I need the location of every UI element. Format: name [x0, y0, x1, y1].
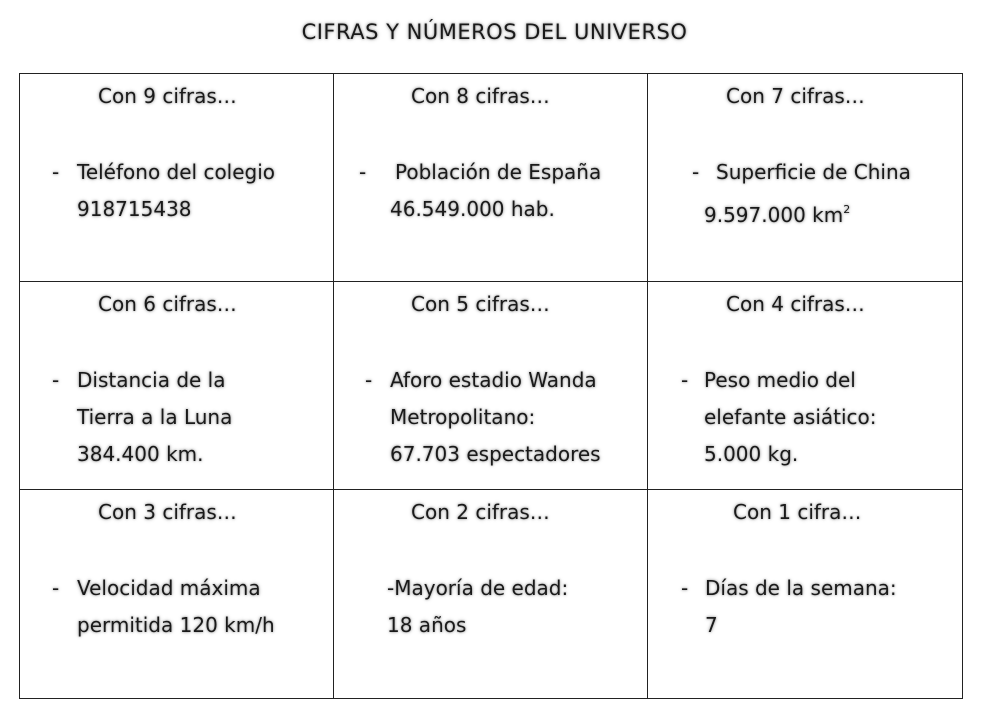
content-line: Distancia de la	[77, 368, 226, 392]
content-line: Peso medio del	[704, 368, 856, 392]
bullet-dash: -	[681, 368, 689, 392]
cell-5-digits	[334, 282, 648, 490]
cell-heading: Con 7 cifras…	[726, 84, 865, 108]
numbers-table	[19, 73, 963, 699]
cell-content	[704, 154, 911, 234]
content-line: 7	[705, 613, 718, 637]
content-line: Velocidad máxima	[77, 576, 261, 600]
cell-heading: Con 6 cifras…	[98, 292, 237, 316]
cell-1-digit	[648, 490, 962, 698]
cell-2-digits	[334, 490, 648, 698]
bullet-dash: -	[52, 160, 60, 184]
content-line: Días de la semana:	[705, 576, 897, 600]
content-line: elefante asiático:	[704, 405, 877, 429]
page-title: CIFRAS Y NÚMEROS DEL UNIVERSO	[301, 20, 688, 44]
cell-8-digits	[334, 74, 648, 282]
content-line: 918715438	[77, 197, 192, 221]
cell-content	[705, 570, 897, 644]
bullet-dash: -	[52, 576, 60, 600]
content-line: 46.549.000 hab.	[390, 197, 555, 221]
cell-content	[390, 362, 601, 473]
cell-heading: Con 9 cifras…	[98, 84, 237, 108]
content-line: Metropolitano:	[390, 405, 536, 429]
content-line: 384.400 km.	[77, 442, 204, 466]
cell-heading: Con 1 cifra…	[733, 500, 862, 524]
cell-content	[704, 362, 877, 473]
bullet-dash: -	[365, 368, 373, 392]
content-line	[704, 191, 911, 234]
bullet-dash: -	[692, 160, 700, 184]
content-line: Superficie de China	[716, 160, 911, 184]
cell-content	[77, 570, 275, 644]
cell-6-digits	[20, 282, 334, 490]
superscript-2: 2	[843, 203, 851, 216]
cell-content	[390, 154, 601, 228]
cell-heading: Con 8 cifras…	[411, 84, 550, 108]
cell-heading: Con 4 cifras…	[726, 292, 865, 316]
content-line: Tierra a la Luna	[77, 405, 233, 429]
cell-9-digits	[20, 74, 334, 282]
cell-content	[387, 570, 568, 644]
content-line: -Mayoría de edad:	[387, 576, 569, 600]
content-line: permitida 120 km/h	[77, 613, 275, 637]
cell-7-digits	[648, 74, 962, 282]
cell-content	[77, 154, 275, 228]
content-line: Teléfono del colegio	[77, 160, 276, 184]
content-line: Población de España	[395, 160, 602, 184]
bullet-dash: -	[52, 368, 60, 392]
content-text: 9.597.000 km	[704, 203, 844, 227]
content-line: 18 años	[387, 613, 467, 637]
bullet-dash: -	[681, 576, 689, 600]
cell-heading: Con 5 cifras…	[411, 292, 550, 316]
cell-content	[77, 362, 232, 473]
content-line: 5.000 kg.	[704, 442, 799, 466]
cell-3-digits	[20, 490, 334, 698]
content-line: 67.703 espectadores	[390, 442, 601, 466]
cell-heading: Con 2 cifras…	[411, 500, 550, 524]
content-line: Aforo estadio Wanda	[390, 368, 597, 392]
cell-4-digits	[648, 282, 962, 490]
bullet-dash: -	[359, 160, 367, 184]
cell-heading: Con 3 cifras…	[98, 500, 237, 524]
